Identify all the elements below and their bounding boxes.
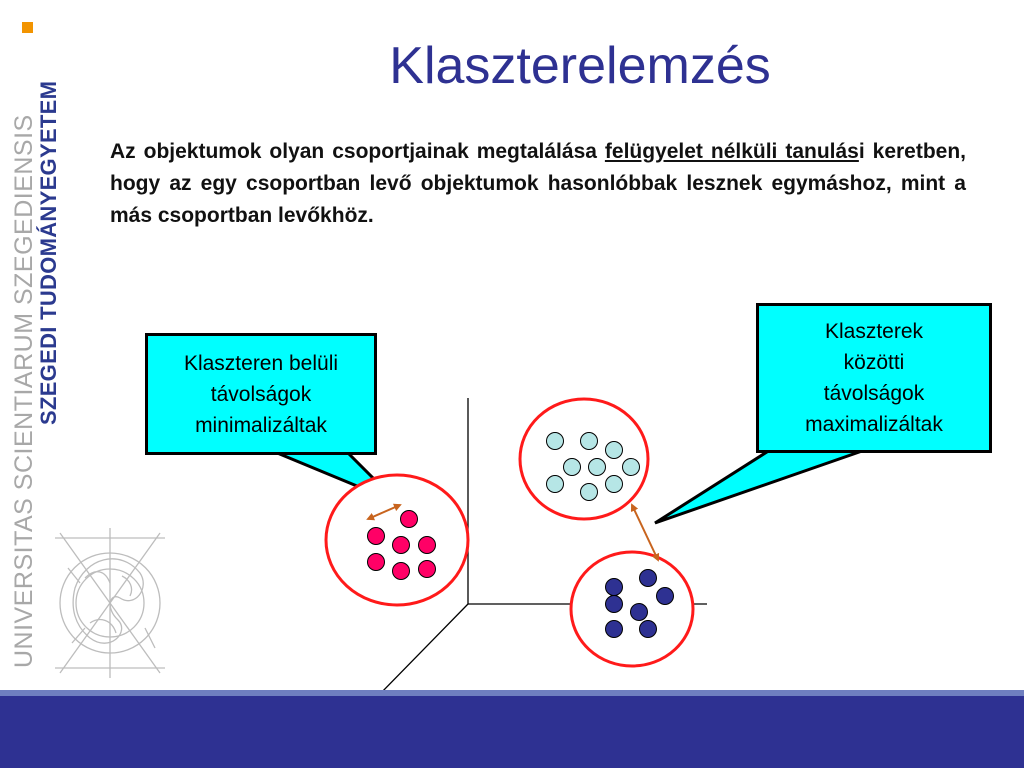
point-lightblue: [581, 433, 598, 450]
point-lightblue: [547, 476, 564, 493]
point-lightblue: [623, 459, 640, 476]
callout-intra-line1: Klaszteren belüli: [183, 352, 339, 375]
point-navy: [640, 570, 657, 587]
footer-bar: [0, 696, 1024, 768]
point-navy: [631, 604, 648, 621]
callout-inter-cluster: [756, 303, 992, 453]
point-lightblue: [547, 433, 564, 450]
point-navy: [640, 621, 657, 638]
callout-inter-line2: közötti: [843, 351, 905, 374]
point-lightblue: [589, 459, 606, 476]
callout-intra-line2: távolságok: [210, 383, 312, 406]
point-lightblue: [606, 442, 623, 459]
paragraph-text-after: i keretben, hogy az egy csoportban levő objektumok hasonlóbbak lesznek egymáshoz, mint a más csoportban levőkhöz.: [110, 140, 967, 227]
z-axis: [380, 604, 468, 694]
point-red: [419, 537, 436, 554]
point-red: [393, 563, 410, 580]
point-navy: [606, 596, 623, 613]
point-lightblue: [581, 484, 598, 501]
callout-right-pointer: [655, 450, 865, 523]
paragraph-text-before: Az objektumok olyan csoportjainak megtalálása: [110, 140, 605, 163]
point-lightblue: [564, 459, 581, 476]
point-red: [393, 537, 410, 554]
university-name: SZEGEDI TUDOMÁNYEGYETEM: [36, 80, 61, 425]
point-navy: [606, 579, 623, 596]
callout-inter-line1: Klaszterek: [824, 320, 924, 343]
callout-inter-line3: távolságok: [823, 382, 925, 405]
point-red: [419, 561, 436, 578]
point-red: [368, 528, 385, 545]
point-lightblue: [606, 476, 623, 493]
point-navy: [657, 588, 674, 605]
callout-inter-line4: maximalizáltak: [805, 413, 943, 436]
callout-intra-line3: minimalizáltak: [195, 414, 327, 437]
university-latin-name: UNIVERSITAS SCIENTIARUM SZEGEDIENSIS: [10, 114, 38, 668]
point-navy: [606, 621, 623, 638]
callout-intra-cluster: [145, 333, 377, 455]
paragraph-underlined-term: felügyelet nélküli tanulás: [604, 140, 859, 163]
point-red: [368, 554, 385, 571]
point-red: [401, 511, 418, 528]
slide-title: Klaszterelemzés: [389, 37, 771, 95]
